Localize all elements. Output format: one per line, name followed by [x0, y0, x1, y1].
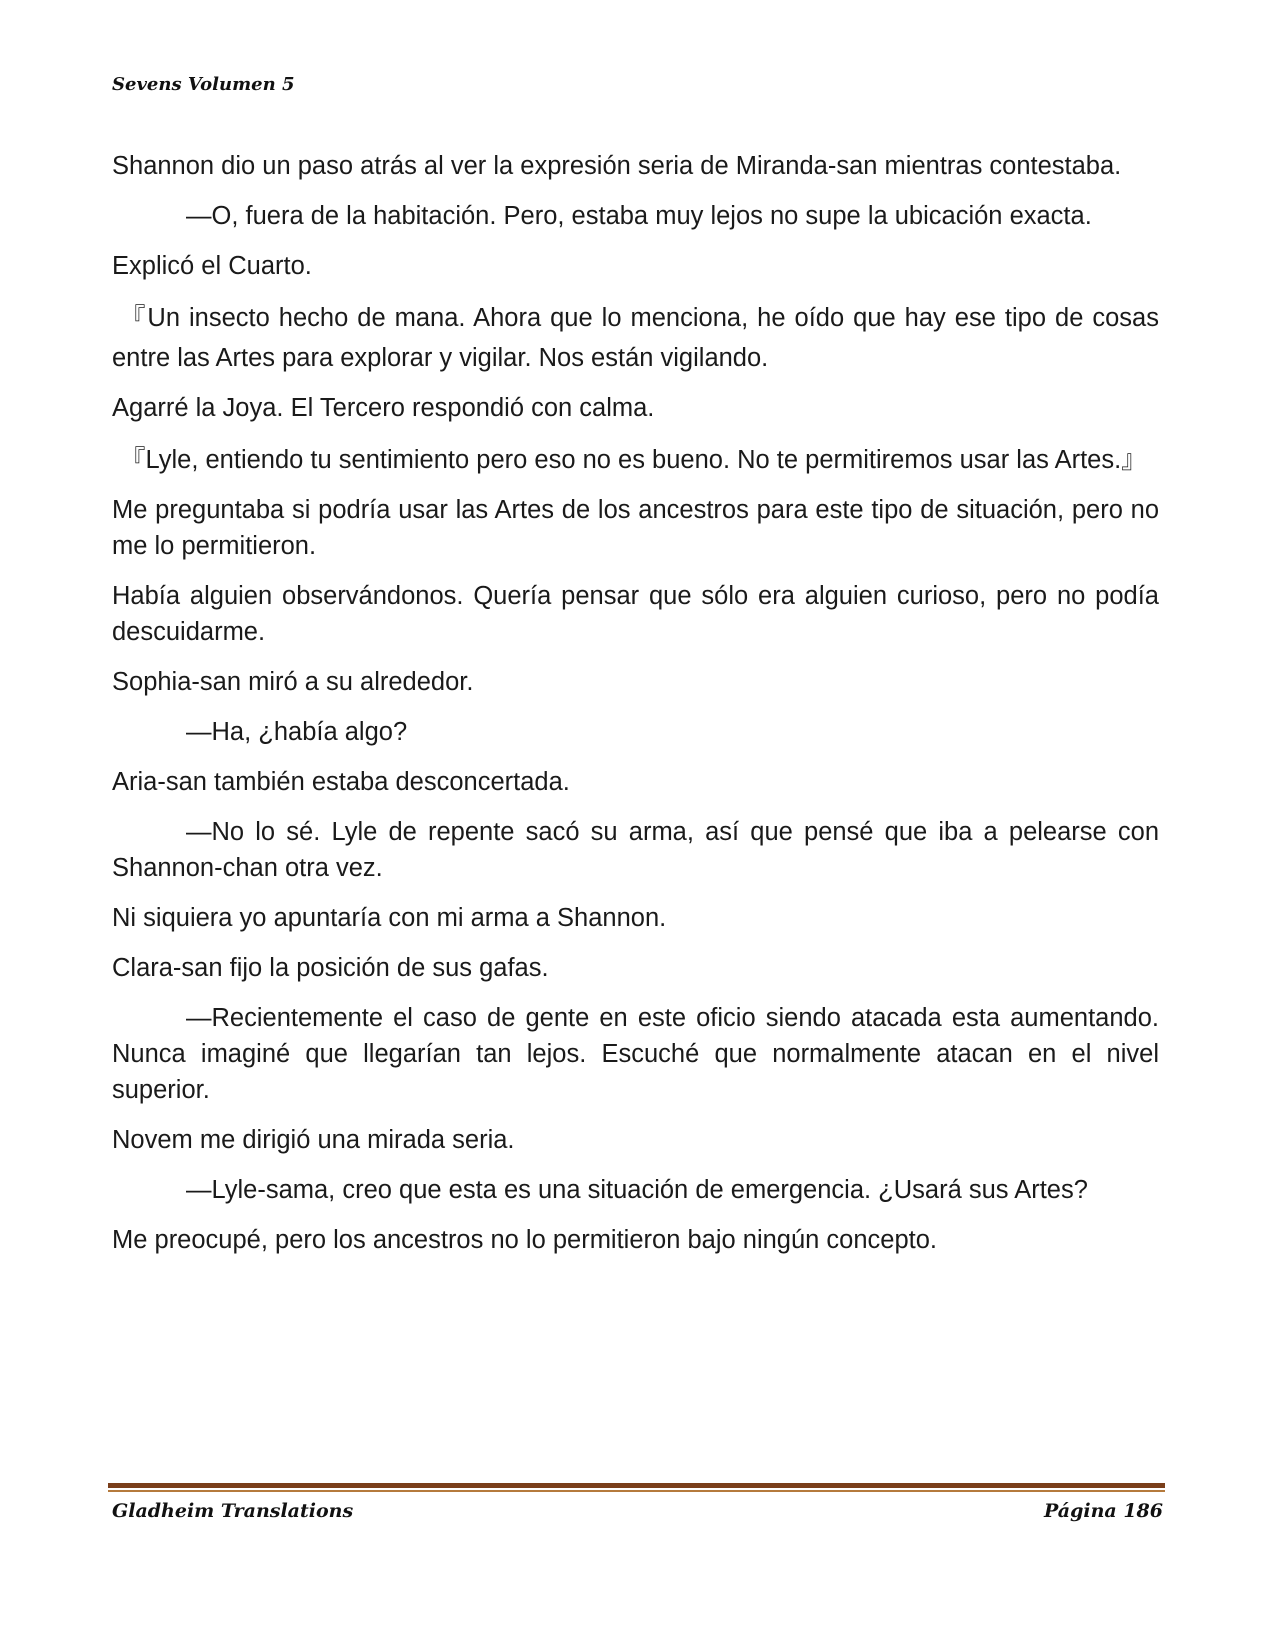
paragraph: Shannon dio un paso atrás al ver la expresión seria de Miranda-san mientras contestaba.	[112, 152, 1122, 180]
paragraph: Me preocupé, pero los ancestros no lo permitieron bajo ningún concepto.	[112, 1226, 938, 1254]
paragraph: Había alguien observándonos. Quería pensar que sólo era alguien curioso, pero no podía descuidarme.	[112, 582, 1159, 646]
paragraph: Clara-san fijo la posición de sus gafas.	[112, 954, 549, 982]
paragraph: —No lo sé. Lyle de repente sacó su arma, así que pensé que iba a pelearse con Shannon-chan otra vez.	[112, 818, 1159, 882]
body-text	[112, 148, 1159, 1272]
paragraph: 『Lyle, entiendo tu sentimiento pero eso no es bueno. No te permitiremos usar las Artes.』	[120, 446, 1147, 474]
running-header: Sevens Volumen 5	[112, 74, 295, 95]
paragraph: Novem me dirigió una mirada seria.	[112, 1126, 515, 1154]
paragraph: Ni siquiera yo apuntaría con mi arma a Shannon.	[112, 904, 667, 932]
paragraph: —Recientemente el caso de gente en este oficio siendo atacada esta aumentando. Nunca imaginé que llegarían tan lejos. Escuché que normalmente atacan en el nivel superior.	[112, 1004, 1159, 1104]
paragraph: Aria-san también estaba desconcertada.	[112, 768, 570, 796]
paragraph: —O, fuera de la habitación. Pero, estaba muy lejos no supe la ubicación exacta.	[186, 202, 1092, 230]
paragraph: —Lyle-sama, creo que esta es una situación de emergencia. ¿Usará sus Artes?	[186, 1176, 1088, 1204]
paragraph: Explicó el Cuarto.	[112, 252, 312, 280]
footer-rule-thin	[108, 1490, 1165, 1492]
footer-publisher: Gladheim Translations	[112, 1500, 354, 1522]
page-number: Página 186	[1044, 1500, 1163, 1522]
footer-rule-thick	[108, 1483, 1165, 1488]
paragraph: Agarré la Joya. El Tercero respondió con calma.	[112, 394, 655, 422]
paragraph: Me preguntaba si podría usar las Artes de los ancestros para este tipo de situación, pero no me lo permitieron.	[112, 496, 1159, 560]
paragraph: 『Un insecto hecho de mana. Ahora que lo menciona, he oído que hay ese tipo de cosas entre las Artes para explorar y vigilar. Nos están vigilando.	[112, 304, 1159, 372]
paragraph: Sophia-san miró a su alrededor.	[112, 668, 474, 696]
paragraph: —Ha, ¿había algo?	[186, 718, 408, 746]
